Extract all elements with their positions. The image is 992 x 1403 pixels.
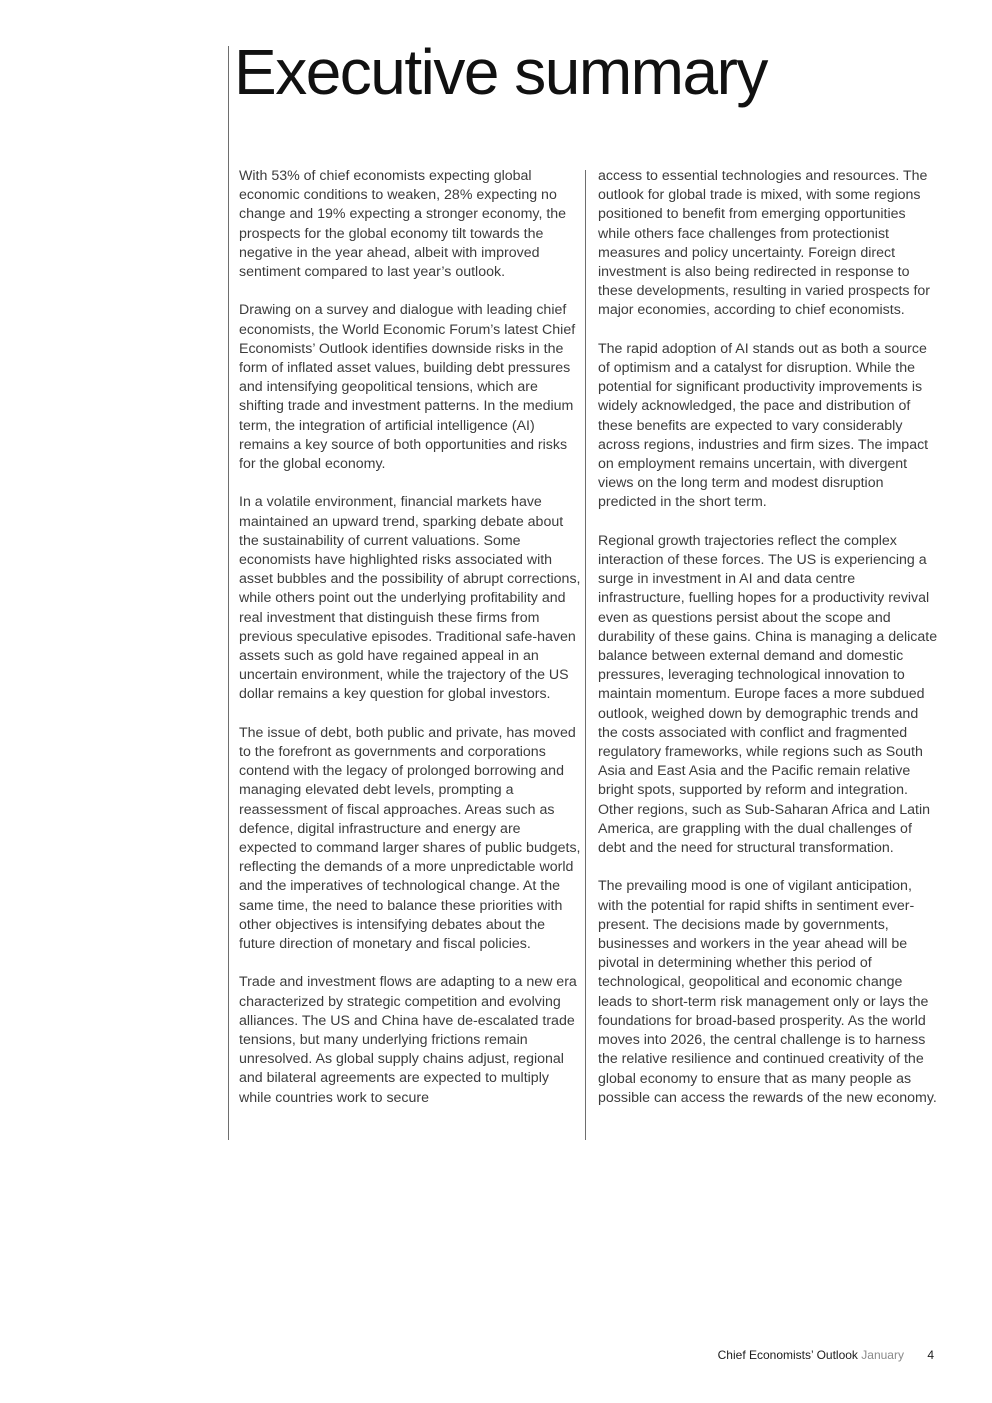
publication-title: Chief Economists’ Outlook xyxy=(717,1348,858,1362)
publication-month: January xyxy=(861,1348,904,1362)
paragraph: Drawing on a survey and dialogue with leading chief economists, the World Economic Forum’s latest Chief Economists’ Outlook identifies downside risks in the form of inflated asset values, building debt pressures and intensifying geopolitical tensions, which are shifting trade and investment patterns. In the medium term, the integration of artificial intelligence (AI) remains a key source of both opportunities and risks for the global economy. xyxy=(239,302,576,473)
column-divider-line xyxy=(585,170,586,1140)
page-title: Executive summary xyxy=(234,36,767,108)
paragraph: The rapid adoption of AI stands out as both a source of optimism and a catalyst for disruption. While the potential for significant productivity improvements is widely acknowledged, the pace and distribution of these benefits are expected to vary considerably across regions, industries and firm sizes. The impact on employment remains uncertain, with divergent views on the long term and modest disruption predicted in the short term. xyxy=(598,340,929,511)
paragraph: access to essential technologies and resources. The outlook for global trade is mixed, with some regions positioned to benefit from emerging opportunities while others face challenges from protectionist measures and policy uncertainty. Foreign direct investment is also being redirected in response to these developments, resulting in varied prospects for major economies, according to chief economists. xyxy=(598,168,931,319)
title-divider-line xyxy=(228,46,229,1140)
paragraph: With 53% of chief economists expecting global economic conditions to weaken, 28% expecting no change and 19% expecting a stronger economy, the prospects for the global economy tilt towards the negative in the year ahead, albeit with improved sentiment compared to last year’s outlook. xyxy=(239,168,567,281)
paragraph: The prevailing mood is one of vigilant anticipation, with the potential for rapid shifts in sentiment ever-present. The decisions made by governments, businesses and workers in the year ahead will be pivotal in determining whether this period of technological, geopolitical and economic change leads to short-term risk management only or lays the foundations for broad-based prosperity. As the world moves into 2026, the central challenge is to harness the relative resilience and continued creativity of the global economy to ensure that as many people as possible can access the rewards of the new economy. xyxy=(598,878,937,1106)
paragraph: The issue of debt, both public and private, has moved to the forefront as governments and corporations contend with the legacy of prolonged borrowing and managing elevated debt levels, prompting a reassessment of fiscal approaches. Areas such as defence, digital infrastructure and energy are expected to command larger shares of public budgets, reflecting the demands of a more unpredictable world and the imperatives of technological change. At the same time, the need to balance these priorities with other objectives is intensifying debates about the future direction of monetary and fiscal policies. xyxy=(239,724,581,953)
paragraph: Regional growth trajectories reflect the complex interaction of these forces. The US is experiencing a surge in investment in AI and data centre infrastructure, fuelling hopes for a productivity revival even as questions persist about the scope and durability of these gains. China is managing a delicate balance between external demand and domestic pressures, leveraging technological innovation to maintain momentum. Europe faces a more subdued outlook, weighed down by demographic trends and the costs associated with conflict and fragmented regulatory frameworks, while regions such as South Asia and East Asia and the Pacific remain relative bright spots, supported by reform and integration. Other regions, such as Sub-Saharan Africa and Latin America, are grappling with the dual challenges of debt and the need for structural transformation. xyxy=(598,532,938,857)
paragraph: Trade and investment flows are adapting to a new era characterized by strategic competition and evolving alliances. The US and China have de-escalated trade tensions, but many underlying frictions remain unresolved. As global supply chains adjust, regional and bilateral agreements are expected to multiply while countries work to secure xyxy=(239,974,577,1106)
right-column xyxy=(598,167,938,1127)
page-number: 4 xyxy=(927,1348,934,1362)
page-footer xyxy=(718,1347,934,1363)
paragraph: In a volatile environment, financial markets have maintained an upward trend, sparking debate about the sustainability of current valuations. Some economists have highlighted risks associated with asset bubbles and the possibility of abrupt corrections, while others point out the underlying profitability and real investment that distinguish these firms from previous speculative episodes. Traditional safe-haven assets such as gold have regained appeal in an uncertain environment, while the trajectory of the US dollar remains a key question for global investors. xyxy=(239,494,581,703)
left-column xyxy=(239,167,581,1127)
